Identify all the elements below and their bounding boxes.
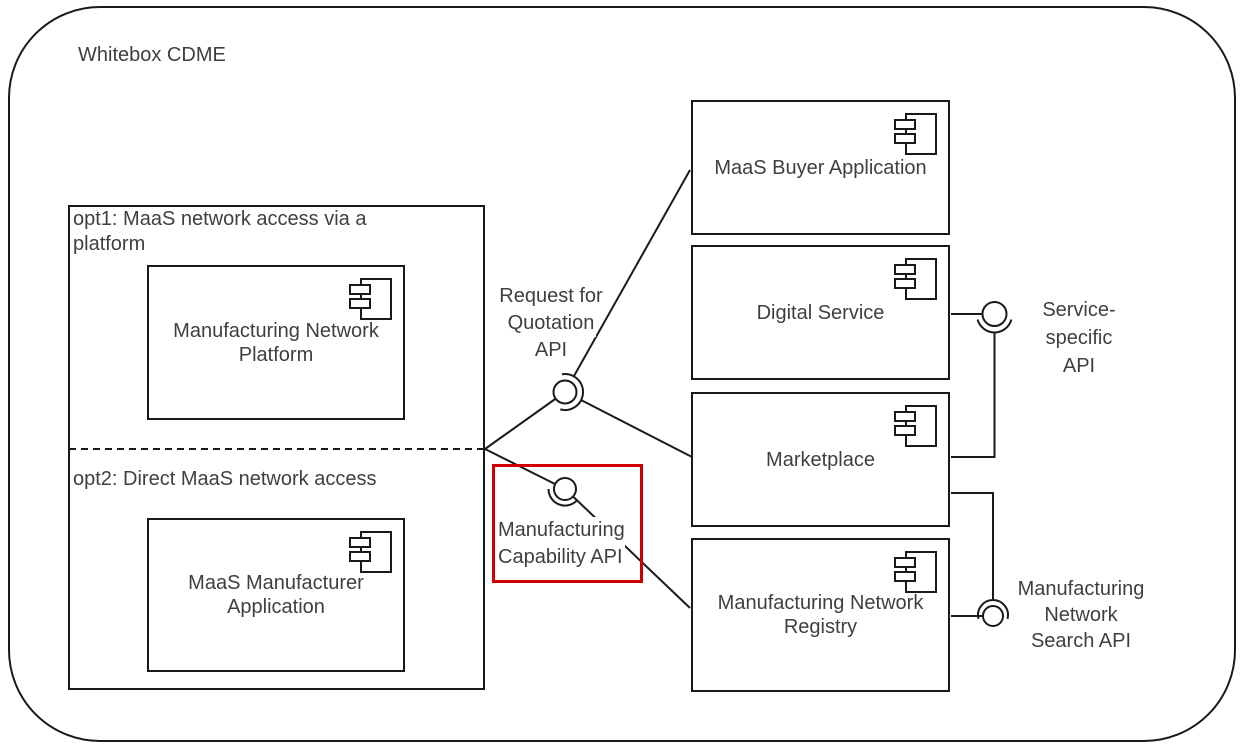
interface-label-manufacturing-network-search-api: Manufacturing Network Search API xyxy=(1017,578,1145,652)
opt1-label: opt1: MaaS network access via a platform xyxy=(73,208,367,255)
component-label: Manufacturing Network Registry xyxy=(717,592,924,638)
component-label: MaaS Manufacturer Application xyxy=(188,572,364,618)
interface-label-request-for-quotation-api: Request for Quotation API xyxy=(490,283,612,364)
highlight-rectangle xyxy=(492,464,643,583)
interface-label-service-specific-api: Service- specific API xyxy=(1027,296,1131,380)
diagram-title: Whitebox CDME xyxy=(78,44,226,66)
component-maas-buyer-application xyxy=(691,100,950,235)
uml-component-icon xyxy=(349,278,393,320)
uml-component-icon xyxy=(894,113,938,155)
interface-label-manufacturing-capability-api: Manufacturing Capability API xyxy=(496,517,627,571)
component-manufacturing-network-platform xyxy=(147,265,405,420)
component-label: Digital Service xyxy=(756,301,885,324)
component-digital-service xyxy=(691,245,950,380)
component-label: Marketplace xyxy=(766,448,875,471)
component-label: Manufacturing Network Platform xyxy=(173,319,379,366)
component-label: MaaS Buyer Application xyxy=(714,156,927,179)
uml-component-icon xyxy=(894,258,938,300)
uml-component-icon xyxy=(349,531,393,573)
component-maas-manufacturer-application xyxy=(147,518,405,672)
uml-component-icon xyxy=(894,551,938,593)
uml-component-icon xyxy=(894,405,938,447)
component-manufacturing-network-registry xyxy=(691,538,950,692)
component-marketplace xyxy=(691,392,950,527)
opt2-label: opt2: Direct MaaS network access xyxy=(73,468,377,490)
